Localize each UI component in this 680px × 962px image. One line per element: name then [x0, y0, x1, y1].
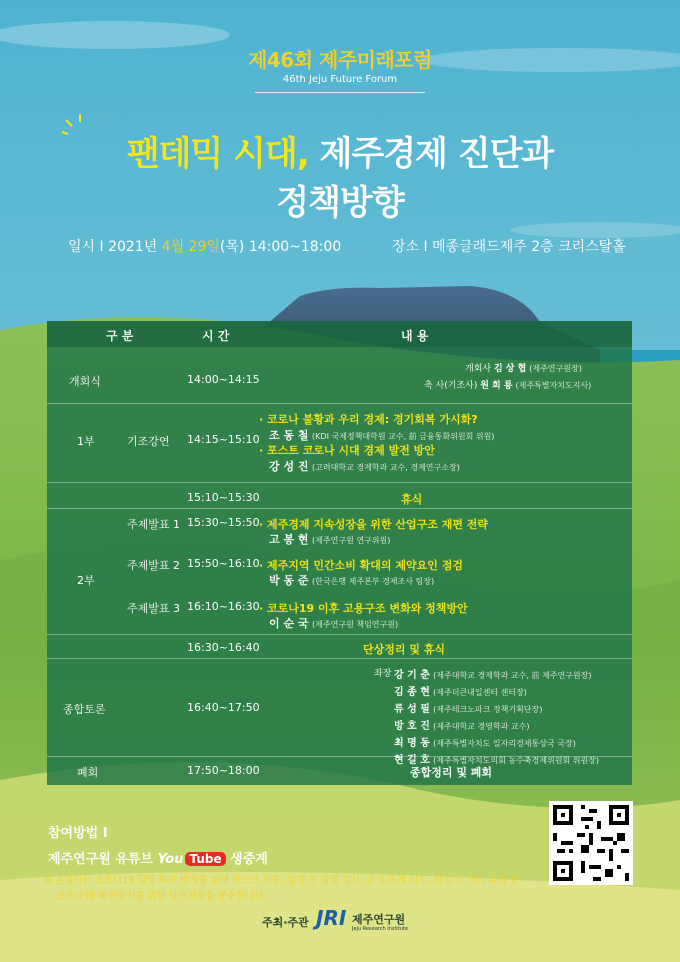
jri-name-korean: 제주연구원 — [352, 913, 406, 926]
opening-name2: 원 희 룡 — [480, 381, 513, 391]
part1-speaker1-line — [269, 427, 494, 443]
person-aff: (제주테크노파크 정책기획단장) — [433, 705, 543, 714]
part2-sub1: 주제발표 1 — [127, 518, 180, 531]
person-aff: (제주특별자치도 일자리경제통상국 국장) — [433, 739, 576, 748]
person-aff: (제주대학교 경제학과 교수, 前 제주연구원장) — [433, 671, 592, 680]
person-name: 최 명 동 — [394, 738, 430, 749]
date-highlight: 4월 29일 — [161, 239, 220, 255]
discussion-chair-role: 좌장 — [374, 669, 392, 679]
part1-speaker2: 강 성 진 — [269, 460, 309, 473]
closing-label: 폐회 — [77, 766, 99, 779]
opening-line2 — [424, 378, 591, 391]
opening-time: 14:00~14:15 — [187, 373, 260, 386]
jri-logo-icon: JRI — [316, 906, 347, 930]
jri-name-english: Jeju Research Institute — [352, 926, 408, 932]
discussion-person — [394, 717, 529, 732]
part1-speaker1: 조 동 철 — [269, 429, 309, 442]
notice-line2: 코로나19 확산방지를 위한 방역지침을 준수합니다. — [56, 891, 267, 902]
person-aff: (제주대학교 경영학과 교수) — [433, 722, 530, 731]
person-name: 류 성 필 — [394, 704, 430, 715]
header-time: 시 간 — [202, 329, 230, 343]
header-category: 구 분 — [106, 329, 134, 343]
row-divider — [47, 756, 632, 757]
part2-aff2: (한국은행 제주본부 경제조사 팀장) — [312, 577, 435, 586]
discussion-person — [394, 666, 591, 681]
part2-aff3: (제주연구원 책임연구원) — [312, 620, 399, 629]
main-title-line1 — [0, 126, 680, 175]
opening-aff1: (제주연구원장) — [529, 364, 582, 373]
youtube-prefix: 제주연구원 유튜브 — [48, 852, 158, 867]
row-divider — [47, 634, 632, 635]
break2-time: 16:30~16:40 — [187, 641, 260, 654]
notice-line1: ※ 본행사는 코로나19 감염 확산 방지를 위해 마스크 착용, 입장 전 발열 검사, 손 소독제 비치, 좌석 간 거리 유지 등 — [44, 875, 519, 886]
part2-topic3: · 코로나19 이후 고용구조 변화와 정책방안 — [259, 602, 468, 615]
part1-aff1: (KDI 국제정책대학원 교수, 前 금융통화위원회 위원) — [312, 432, 495, 441]
event-date — [68, 236, 341, 256]
part2-speaker3-line — [269, 615, 398, 631]
part2-aff1: (제주연구원 연구위원) — [312, 536, 391, 545]
part1-label: 1부 — [77, 435, 95, 448]
closing-time: 17:50~18:00 — [187, 764, 260, 777]
part2-sub2: 주제발표 2 — [127, 559, 180, 572]
row-divider — [47, 658, 632, 659]
part2-time1: 15:30~15:50 — [187, 516, 260, 529]
part2-speaker1-line — [269, 531, 390, 547]
part2-speaker1: 고 봉 현 — [269, 533, 309, 546]
person-aff: (제주더큰내일센터 센터장) — [433, 688, 527, 697]
part2-label: 2부 — [77, 574, 95, 587]
person-name: 방 호 진 — [394, 721, 430, 732]
header-content: 내 용 — [401, 329, 429, 343]
opening-aff2: (제주특별자치도지사) — [515, 381, 592, 390]
youtube-logo: Tube — [185, 852, 225, 866]
host-label: 주최·주관 — [262, 916, 309, 929]
main-title-rest: 제주경제 진단과 — [308, 134, 554, 174]
person-name: 현 길 호 — [394, 755, 430, 766]
discussion-person — [394, 683, 527, 698]
main-title-line2: 정책방향 — [276, 183, 404, 223]
person-name: 김 종 현 — [394, 687, 430, 698]
event-place: 장소 I 메종글래드제주 2층 크리스탈홀 — [392, 239, 626, 255]
date-label: 일시 I 2021년 — [68, 239, 162, 255]
opening-name1: 김 상 협 — [493, 364, 527, 374]
header-divider — [255, 92, 425, 93]
discussion-time: 16:40~17:50 — [187, 701, 260, 714]
forum-title-english: 46th Jeju Future Forum — [282, 74, 398, 85]
part1-aff2: (고려대학교 경제학과 교수, 경제연구소장) — [312, 463, 460, 472]
main-title-highlight: 팬데믹 시대, — [126, 134, 309, 174]
row-divider — [47, 403, 632, 404]
youtube-line — [48, 848, 268, 867]
part1-speaker2-line — [269, 458, 460, 474]
break1-time: 15:10~15:30 — [187, 491, 260, 504]
youtube-you: You — [157, 852, 184, 867]
participation-title: 참여방법 I — [48, 826, 108, 841]
part2-time3: 16:10~16:30 — [187, 600, 260, 613]
part1-topic1: · 코로나 불황과 우리 경제: 경기회복 가시화? — [259, 413, 478, 426]
part1-sub: 기조강연 — [127, 435, 170, 448]
part2-time2: 15:50~16:10 — [187, 557, 260, 570]
part1-topic2: · 포스트 코로나 시대 경제 발전 방안 — [259, 444, 435, 457]
forum-title-korean: 제46회 제주미래포럼 — [248, 48, 432, 72]
opening-role2: 축 사(기조사) — [424, 381, 478, 391]
person-name: 강 기 춘 — [394, 670, 430, 681]
row-divider — [47, 508, 632, 509]
person-aff: (제주특별자치도의회 농수축경제위원회 위원장) — [433, 756, 600, 765]
discussion-person — [394, 734, 576, 749]
discussion-label: 종합토론 — [63, 703, 106, 716]
youtube-suffix: 생중계 — [225, 852, 268, 867]
opening-line1 — [465, 361, 582, 374]
opening-label: 개회식 — [69, 375, 101, 388]
opening-role1: 개회사 — [465, 364, 492, 374]
date-rest: (목) 14:00~18:00 — [219, 239, 342, 255]
part2-speaker2: 박 동 준 — [269, 574, 309, 587]
part2-topic1: · 제주경제 지속성장을 위한 산업구조 재편 전략 — [259, 518, 489, 531]
part1-time: 14:15~15:10 — [187, 433, 260, 446]
row-divider — [47, 482, 632, 483]
break2-label: 단상정리 및 휴식 — [363, 643, 446, 656]
closing-content: 종합정리 및 폐회 — [410, 766, 493, 779]
part2-sub3: 주제발표 3 — [127, 602, 180, 615]
table-header — [47, 321, 632, 347]
qr-code[interactable] — [549, 801, 633, 885]
part2-speaker2-line — [269, 572, 434, 588]
part2-speaker3: 이 순 국 — [269, 617, 309, 630]
break1-label: 휴식 — [401, 493, 423, 506]
program-table — [47, 321, 632, 785]
part2-topic2: · 제주지역 민간소비 확대의 제약요인 점검 — [259, 559, 463, 572]
discussion-person — [394, 700, 542, 715]
